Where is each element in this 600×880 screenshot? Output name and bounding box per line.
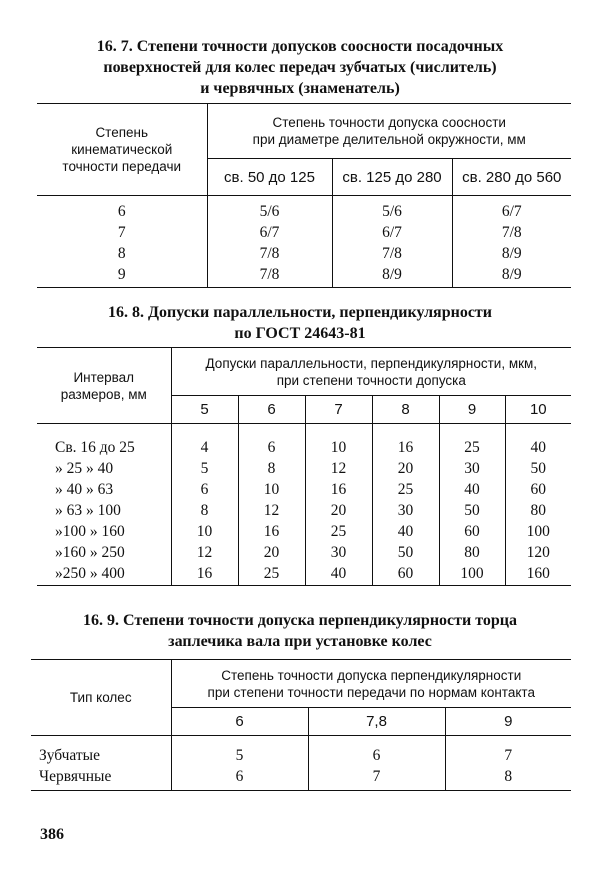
table-row — [37, 243, 571, 264]
cell: 30 — [372, 500, 439, 521]
cell: 8 — [445, 766, 571, 791]
cell: 20 — [372, 458, 439, 479]
cell: 50 — [505, 458, 571, 479]
cell: 6 — [117, 202, 126, 220]
title-line: 16. 9. Степени точности допуска перпендикулярности торца — [83, 612, 517, 629]
cell: 5/6 — [207, 196, 332, 222]
cell: 16 — [305, 479, 372, 500]
table-row — [31, 736, 571, 766]
table-row — [37, 479, 571, 500]
table-16-7 — [37, 103, 571, 288]
cell: 60 — [439, 521, 505, 542]
sub-header: 9 — [439, 396, 505, 424]
sub-header: 6 — [171, 708, 308, 736]
cell: 12 — [305, 458, 372, 479]
cell: 7 — [308, 766, 445, 791]
cell: 6/7 — [452, 196, 571, 222]
cell: 8/9 — [452, 264, 571, 288]
sub-header: св. 125 до 280 — [332, 159, 452, 196]
title-line: 16. 7. Степени точности допусков соосности посадочных — [96, 38, 504, 55]
cell: 7 — [117, 223, 126, 241]
table-row — [37, 264, 571, 288]
cell: 6/7 — [207, 222, 332, 243]
cell: 120 — [505, 542, 571, 563]
sub-header: св. 50 до 125 — [207, 159, 332, 196]
cell: 8 — [171, 500, 238, 521]
cell: 25 — [372, 479, 439, 500]
sub-header: 9 — [445, 708, 571, 736]
table-row — [37, 542, 571, 563]
table-row — [37, 500, 571, 521]
cell: 5 — [171, 736, 308, 766]
column-header-accuracy-grade: Степень кинематической точности передачи — [37, 104, 207, 196]
cell: » 25 » 40 — [55, 459, 114, 477]
cell: 80 — [505, 500, 571, 521]
table-16-8 — [37, 347, 571, 586]
table-row — [37, 563, 571, 586]
table-16-9-title — [20, 610, 580, 652]
cell: Червячные — [31, 766, 171, 791]
cell: » 40 » 63 — [55, 480, 114, 498]
cell: 8/9 — [332, 264, 452, 288]
page-number: 386 — [40, 826, 64, 843]
cell: 10 — [305, 424, 372, 458]
column-header-wheel-type: Тип колес — [31, 660, 171, 736]
cell: 100 — [505, 521, 571, 542]
cell: 25 — [439, 424, 505, 458]
cell: 6/7 — [332, 222, 452, 243]
cell: 5/6 — [332, 196, 452, 222]
table-row — [37, 222, 571, 243]
cell: 100 — [439, 563, 505, 586]
cell: 25 — [305, 521, 372, 542]
cell: 16 — [171, 563, 238, 586]
cell: 6 — [171, 479, 238, 500]
cell: 50 — [439, 500, 505, 521]
group-header-tolerances: Допуски параллельности, перпендикулярности, мкм, при степени точности допуска — [171, 348, 571, 396]
sub-header: 7,8 — [308, 708, 445, 736]
table-row — [37, 196, 571, 222]
cell: 5 — [171, 458, 238, 479]
cell: Св. 16 до 25 — [55, 438, 135, 456]
cell: Зубчатые — [39, 746, 100, 764]
cell: 60 — [372, 563, 439, 586]
cell: 60 — [505, 479, 571, 500]
cell: 25 — [238, 563, 305, 586]
cell: 30 — [439, 458, 505, 479]
cell: 16 — [372, 424, 439, 458]
cell: 7/8 — [452, 222, 571, 243]
column-header-size-interval: Интервал размеров, мм — [37, 348, 171, 424]
title-line: по ГОСТ 24643-81 — [234, 325, 366, 342]
cell: 10 — [238, 479, 305, 500]
sub-header: 10 — [505, 396, 571, 424]
cell: 50 — [372, 542, 439, 563]
cell: 12 — [171, 542, 238, 563]
sub-header: 6 — [238, 396, 305, 424]
table-row — [37, 521, 571, 542]
cell: 30 — [305, 542, 372, 563]
table-row — [37, 424, 571, 458]
cell: 6 — [171, 766, 308, 791]
cell: 20 — [238, 542, 305, 563]
cell: »160 » 250 — [55, 543, 125, 561]
sub-header: 8 — [372, 396, 439, 424]
cell: 8 — [117, 244, 126, 262]
cell: 7 — [445, 736, 571, 766]
table-16-7-title — [20, 36, 580, 99]
cell: 7/8 — [332, 243, 452, 264]
table-row — [31, 766, 571, 791]
cell: 80 — [439, 542, 505, 563]
title-line: 16. 8. Допуски параллельности, перпендикулярности — [107, 304, 492, 321]
cell: 6 — [308, 736, 445, 766]
cell: 8 — [238, 458, 305, 479]
table-row — [37, 458, 571, 479]
cell: 4 — [171, 424, 238, 458]
cell: »100 » 160 — [55, 522, 125, 540]
sub-header: 7 — [305, 396, 372, 424]
group-header-coaxiality: Степень точности допуска соосности при диаметре делительной окружности, мм — [207, 104, 571, 159]
cell: 7/8 — [207, 243, 332, 264]
cell: 10 — [171, 521, 238, 542]
table-16-8-title — [20, 302, 580, 344]
cell: 16 — [238, 521, 305, 542]
title-line: заплечика вала при установке колес — [168, 633, 432, 650]
group-header-perpendicularity: Степень точности допуска перпендикулярности при степени точности передачи по нормам контакта — [171, 660, 571, 708]
sub-header: 5 — [171, 396, 238, 424]
cell: 7/8 — [207, 264, 332, 288]
cell: 12 — [238, 500, 305, 521]
cell: 40 — [305, 563, 372, 586]
cell: 40 — [439, 479, 505, 500]
cell: 160 — [505, 563, 571, 586]
cell: 40 — [372, 521, 439, 542]
cell: »250 » 400 — [37, 563, 171, 586]
cell: 40 — [505, 424, 571, 458]
cell: » 63 » 100 — [55, 501, 121, 519]
cell: 9 — [37, 264, 207, 288]
cell: 6 — [238, 424, 305, 458]
sub-header: св. 280 до 560 — [452, 159, 571, 196]
table-16-9 — [31, 659, 571, 791]
title-line: и червячных (знаменатель) — [200, 80, 400, 97]
cell: 8/9 — [452, 243, 571, 264]
title-line: поверхностей для колес передач зубчатых (числитель) — [103, 59, 497, 76]
cell: 20 — [305, 500, 372, 521]
